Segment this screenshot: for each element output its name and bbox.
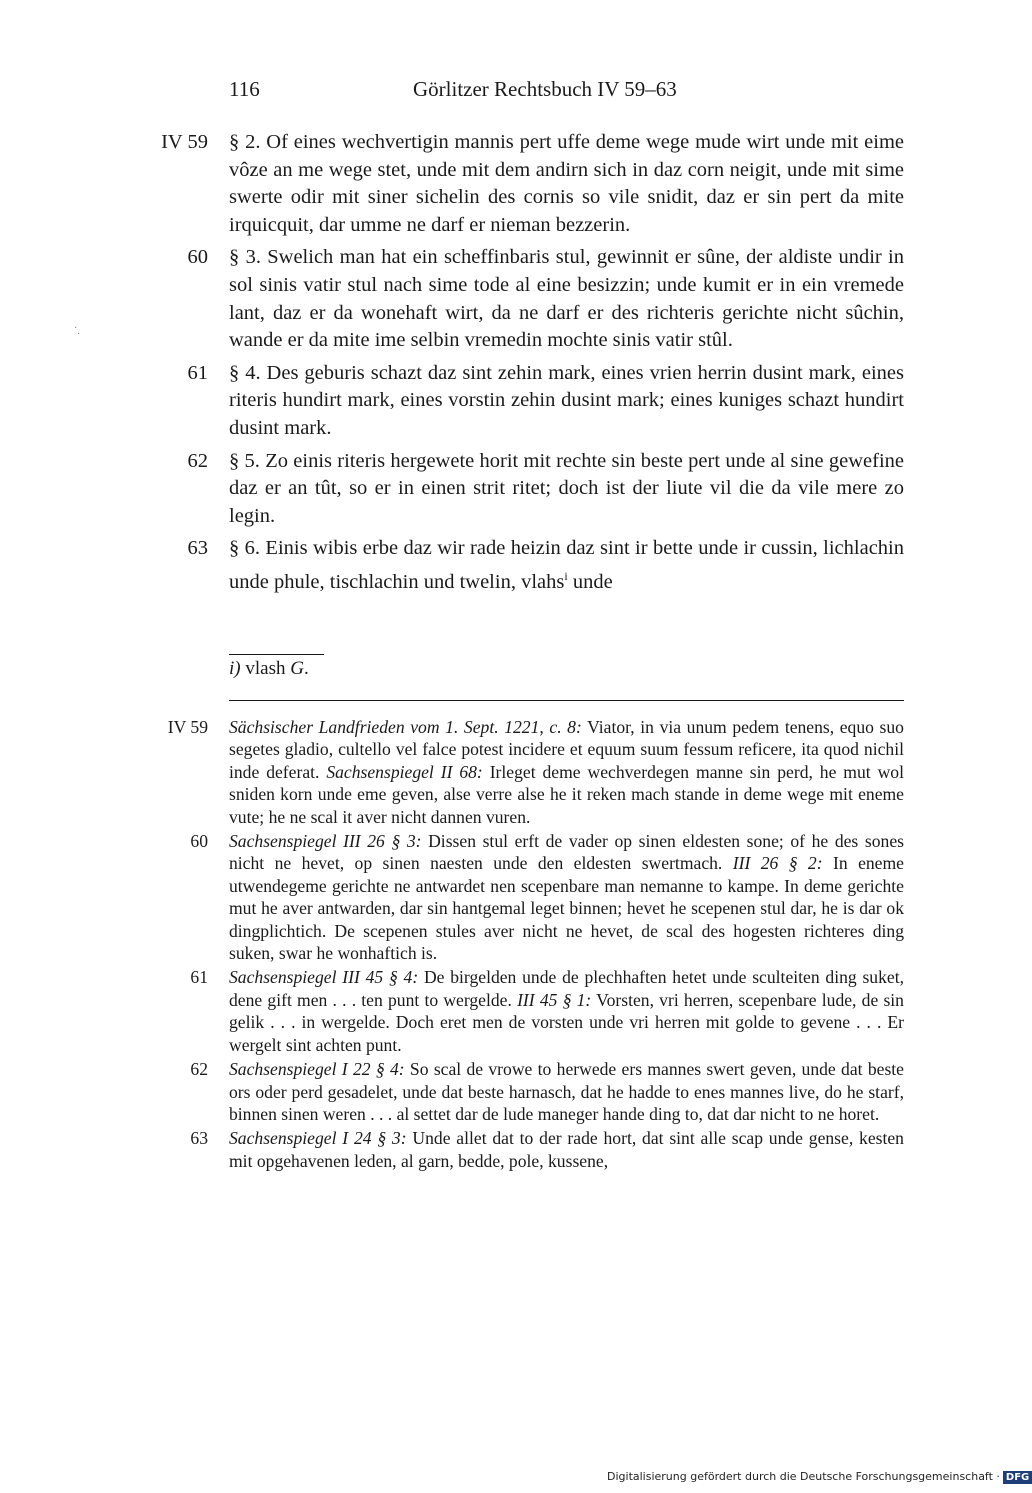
note-text: Viator, in via unum pedem tenens, equo suo segetes gladio, cultello vel falce potest incidere et equum suum fessum reficere, ita quod nichil inde deferat.: [229, 717, 904, 782]
dfg-logo: DFG: [1003, 1471, 1032, 1484]
note-number: IV 59: [167, 717, 208, 737]
note-citation: Sächsischer Landfrieden vom 1. Sept. 1221, c. 8:: [229, 717, 582, 737]
paragraph: [142, 360, 904, 443]
source-notes: [142, 716, 904, 1174]
note-number: 60: [190, 831, 208, 852]
credit-text: Digitalisierung gefördert durch die Deutsche Forschungsgemeinschaft ·: [607, 1470, 1000, 1483]
note-text: Unde allet dat to der rade hort, dat sint alle scap unde gense, kesten mit opgehavenen leden, al garn, bedde, pole, kussene,: [229, 1128, 904, 1171]
paragraph-text: § 4. Des geburis schazt daz sint zehin mark, eines vrien herrin dusint mark, eines riteris hundirt mark, eines vorstin zehin dusint mark; eines kuniges schazt hundirt dusint mark.: [229, 361, 904, 439]
paragraph-number: 61: [187, 361, 208, 384]
paragraph: [142, 244, 904, 354]
section-rule: [229, 700, 904, 701]
note-citation: Sachsenspiegel I 24 § 3:: [229, 1128, 407, 1149]
paragraph-number: 63: [187, 537, 208, 560]
source-note: [142, 1127, 904, 1172]
footnote: [229, 658, 309, 680]
footnote-reference: i: [564, 568, 568, 583]
source-note: [142, 1058, 904, 1125]
footnote-end: .: [303, 658, 309, 679]
note-text: So scal de vrowe to herwede ers mannes swert geven, unde dat beste ors oder perd gesadelet, unde dat beste harnasch, dat he hadde to enes mannes live, do he starf, binnen sinen weren . . . al settet dar de lude maneger hande ding to, dat dar nicht to ne horet.: [229, 1059, 904, 1124]
paragraph-text: § 5. Zo einis riteris hergewete horit mit rechte sin beste pert unde al sine gewefine daz er an tût, so er in einen strit ritet; doch ist der liute vil die da vile mere zo legin.: [229, 449, 904, 527]
note-text: Dissen stul erft de vader op sinen eldesten sone; of he des sones nicht ne hevet, op sinen naesten unde den eldesten swertmach.: [229, 831, 904, 874]
paragraph: [142, 535, 904, 596]
note-citation: III 45 § 1:: [517, 989, 592, 1010]
note-text: Irleget deme wechverdegen manne sin perd, he mut wol sniden korn unde eme geven, alse verre alse he it reken mach stande in deme wege mit eneme vute; he ne scal it aver nicht dannen vuren.: [229, 761, 904, 827]
paragraph-text: § 2. Of eines wechvertigin mannis pert uffe deme wege mude wirt unde mit eime vôze an me wege stet, unde mit dem andirn sich in daz corn neigit, unde mit sime swerte odir mit siner sichelin des cornis so vile snidit, daz er sin pert da mite irquicquit, dar umme ne darf er nieman bezzerin.: [229, 131, 904, 236]
paragraph: [142, 448, 904, 531]
paragraph-text: § 6. Einis wibis erbe daz wir rade heizin daz sint ir bette unde ir cussin, lichlachin unde phule, tischlachin und twelin, vlahs: [229, 537, 904, 593]
scan-mark: ˙.: [74, 326, 80, 337]
note-number: 61: [190, 967, 208, 988]
page-number: 116: [229, 77, 260, 101]
footnote-rule: [229, 654, 324, 655]
paragraph-number: 60: [187, 246, 208, 269]
note-text: De birgelden unde de plechhaften hetet unde sculteiten ding suket, dene gift men . . . ten punt to wergelde.: [229, 967, 904, 1010]
footnote-marker: i): [229, 658, 241, 679]
note-citation: Sachsenspiegel I 22 § 4:: [229, 1059, 405, 1080]
note-number: 63: [190, 1128, 208, 1149]
note-citation: Sachsenspiegel III 45 § 4:: [229, 967, 419, 988]
source-note: [142, 716, 904, 828]
paragraph: [142, 129, 904, 239]
paragraph-number: 62: [187, 449, 208, 472]
note-citation: Sachsenspiegel III 26 § 3:: [229, 831, 422, 852]
source-note: [142, 830, 904, 964]
main-text: [142, 129, 904, 601]
paragraph-number: IV 59: [161, 131, 208, 153]
note-number: 62: [190, 1059, 208, 1080]
footnote-siglum: G: [290, 658, 304, 679]
note-citation: III 26 § 2:: [732, 853, 823, 874]
digitization-credit: [607, 1470, 1032, 1484]
running-title: Görlitzer Rechtsbuch IV 59–63: [413, 77, 677, 101]
note-text: In eneme utwendegeme gerichte ne antwardet nen scepenbare man nemanne to kampe. In deme gerichte mut he aver antwarden, dar sin hantgemal leget binnen; hevet he scepenen stul dar, he is dar ok dingplichtich. De scepenen stules aver nicht ne hevet, de scal des hogesten richteres ding suken, swar he wonhaftich is.: [229, 853, 904, 964]
note-citation: Sachsenspiegel II 68:: [326, 761, 483, 782]
paragraph-text-tail: unde: [567, 570, 613, 593]
paragraph-text: § 3. Swelich man hat ein scheffinbaris stul, gewinnit er sûne, der aldiste undir in sol sinis vatir stul nach sime tode al eine besizzin; unde kumit er in ein vremede lant, daz er da wonehaft wirt, da ne darf er des richteris gerichte nicht sûchin, wande er da mite ime selbin vremedin mochte sinis vatir stûl.: [229, 246, 904, 352]
note-text: Vorsten, vri herren, scepenbare lude, de sin gelik . . . in wergelde. Doch eret men de vorsten unde vri herren mit golde to gevene . . . Er wergelt sint achten punt.: [229, 989, 904, 1055]
footnote-text: vlash: [240, 658, 291, 679]
source-note: [142, 966, 904, 1056]
